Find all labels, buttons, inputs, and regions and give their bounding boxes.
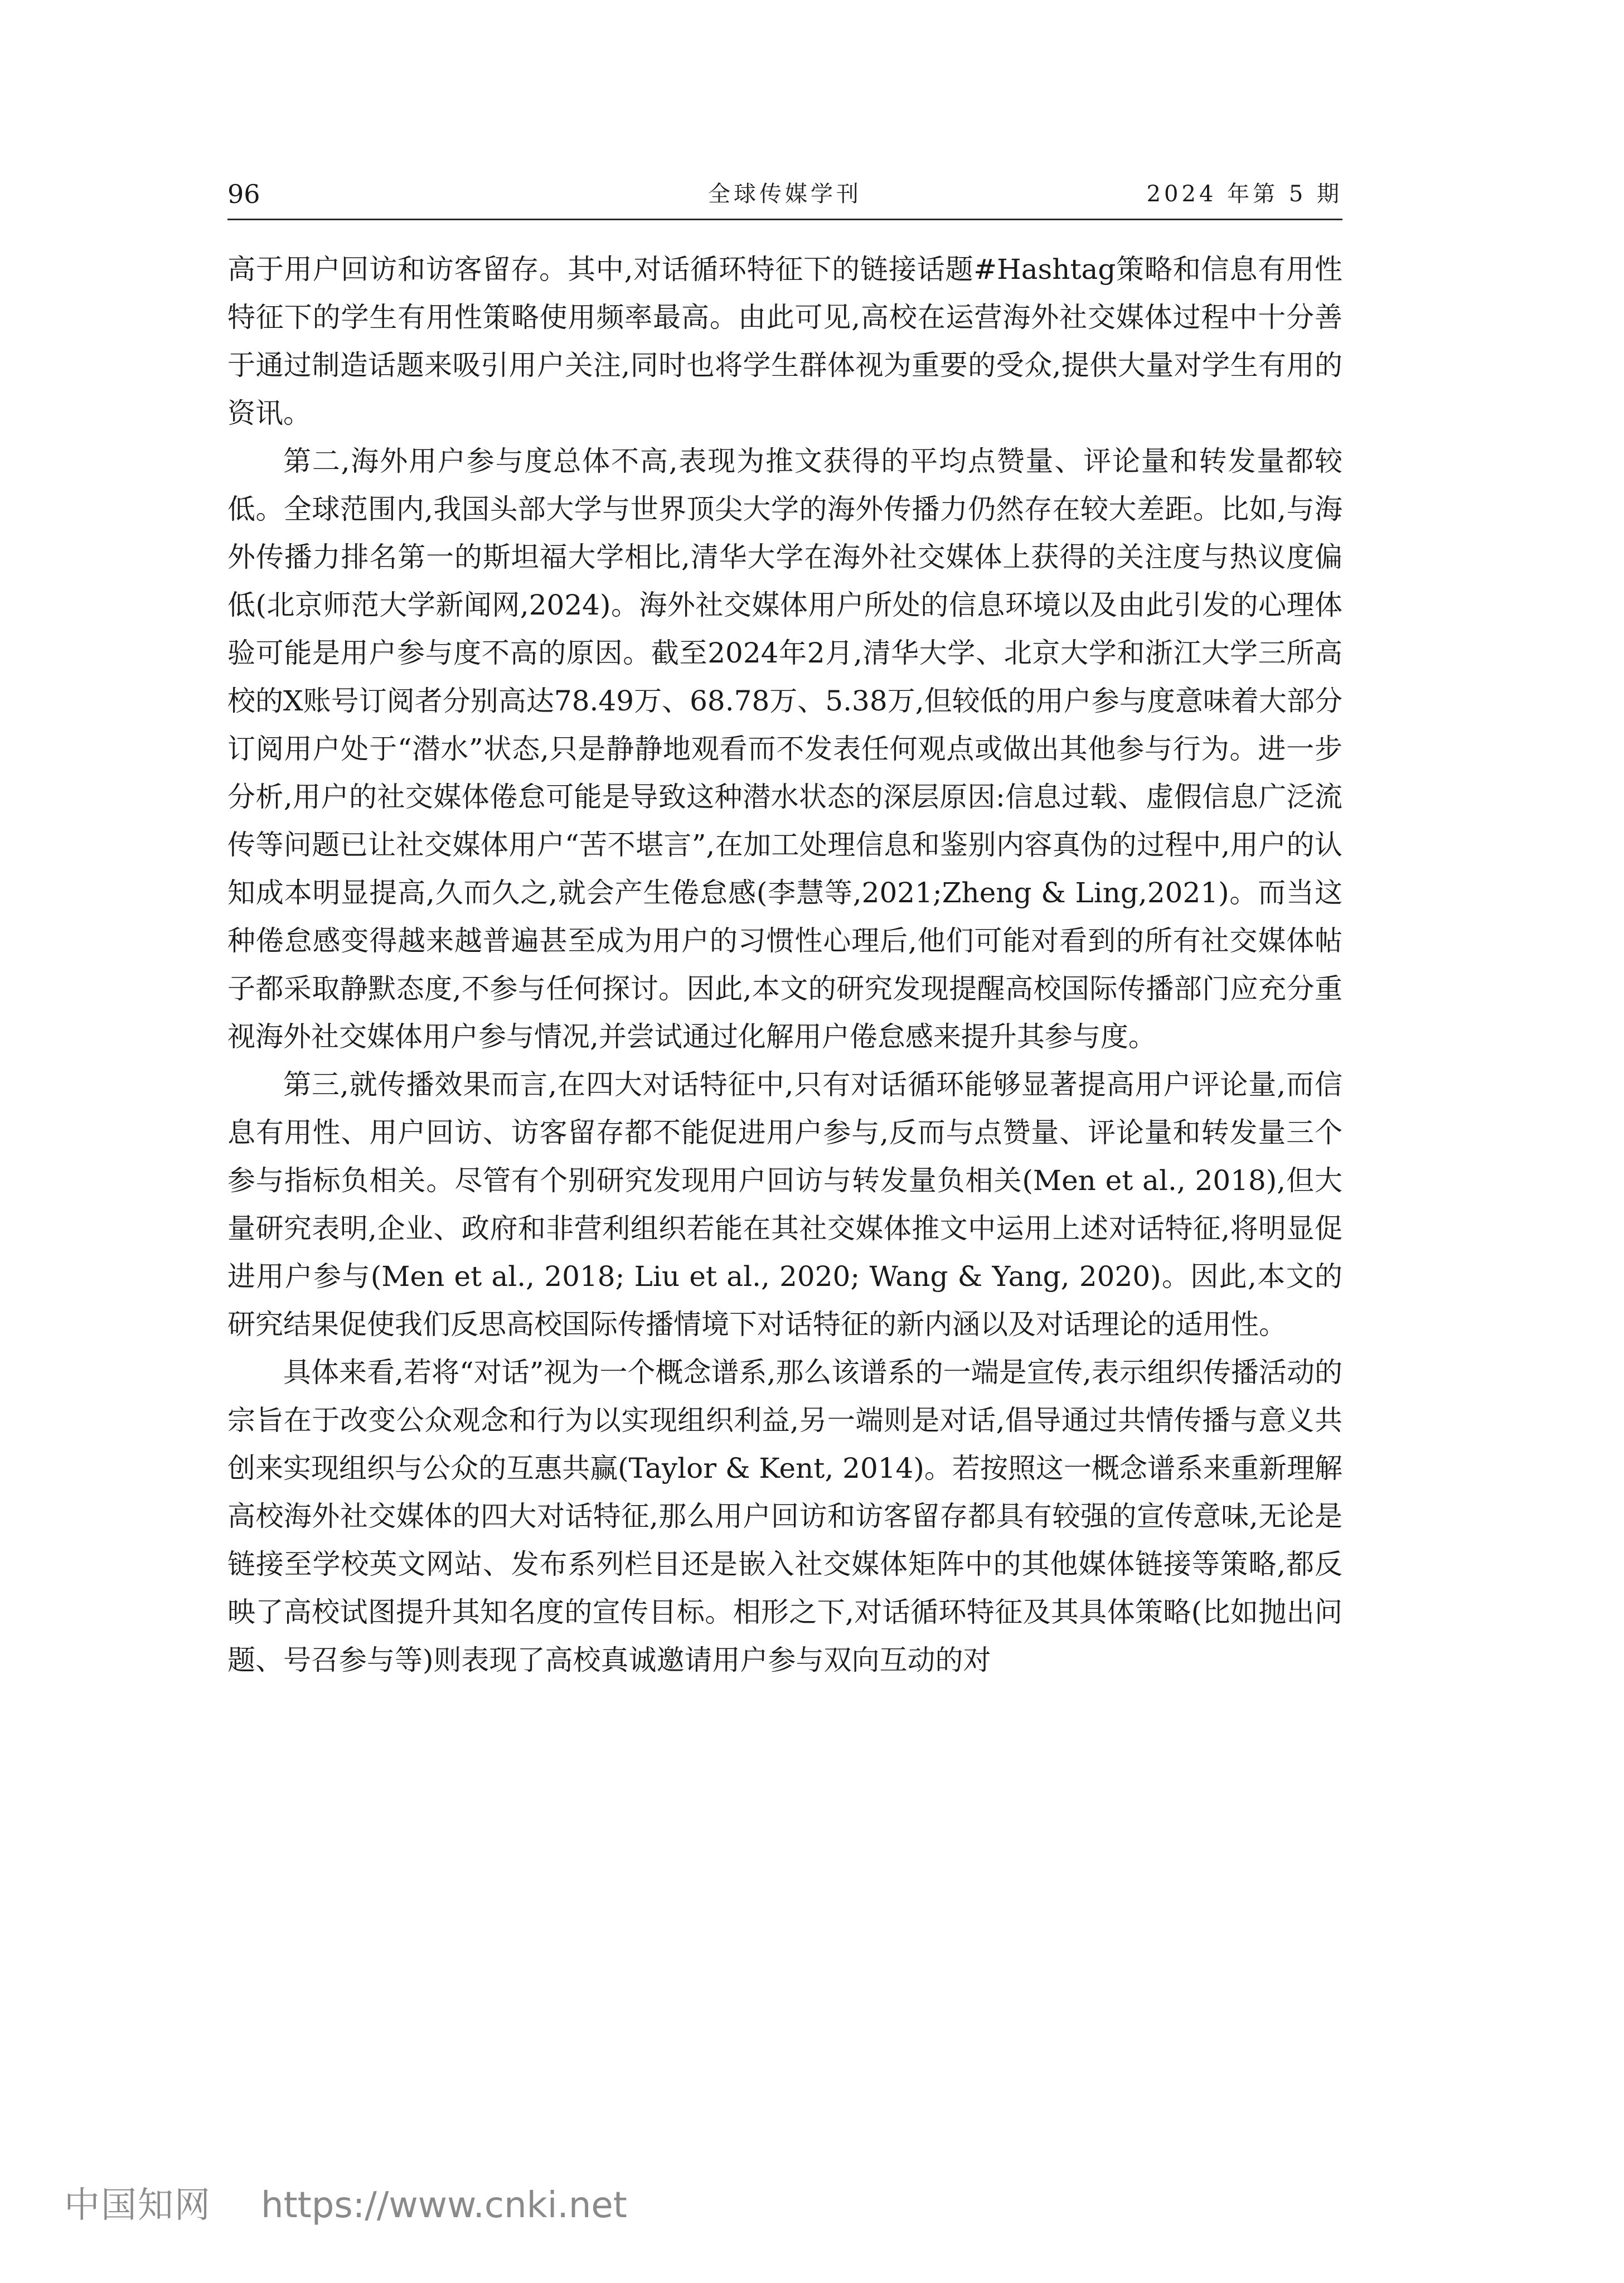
running-header	[227, 177, 1342, 222]
paragraph-1: 高于用户回访和访客留存。其中,对话循环特征下的链接话题#Hashtag策略和信息有用性特征下的学生有用性策略使用频率最高。由此可见,高校在运营海外社交媒体过程中十分善于通过制造话题来吸引用户关注,同时也将学生群体视为重要的受众,提供大量对学生有用的资讯。	[227, 253, 1342, 429]
page-number: 96	[227, 179, 260, 209]
header-rule	[227, 219, 1342, 220]
journal-title: 全球传媒学刊	[708, 181, 862, 207]
cnki-logo-text: 中国知网	[64, 2185, 211, 2226]
paragraph-3: 第三,就传播效果而言,在四大对话特征中,只有对话循环能够显著提高用户评论量,而信息有用性、用户回访、访客留存都不能促进用户参与,反而与点赞量、评论量和转发量三个参与指标负相关。尽管有个别研究发现用户回访与转发量负相关(Men et al., 2018),但大量研究表明,企业、政府和非营利组织若能在其社交媒体推文中运用上述对话特征,将明显促进用户参与(Men et al., 2018; Liu et al., 2020; Wang & Yang, 2020)。因此,本文的研究结果促使我们反思高校国际传播情境下对话特征的新内涵以及对话理论的适用性。	[227, 1068, 1342, 1341]
cnki-url[interactable]: https://www.cnki.net	[261, 2185, 627, 2226]
article-body	[227, 245, 1342, 1684]
paragraph-2: 第二,海外用户参与度总体不高,表现为推文获得的平均点赞量、评论量和转发量都较低。全球范围内,我国头部大学与世界顶尖大学的海外传播力仍然存在较大差距。比如,与海外传播力排名第一的斯坦福大学相比,清华大学在海外社交媒体上获得的关注度与热议度偏低(北京师范大学新闻网,2024)。海外社交媒体用户所处的信息环境以及由此引发的心理体验可能是用户参与度不高的原因。截至2024年2月,清华大学、北京大学和浙江大学三所高校的X账号订阅者分别高达78.49万、68.78万、5.38万,但较低的用户参与度意味着大部分订阅用户处于“潜水”状态,只是静静地观看而不发表任何观点或做出其他参与行为。进一步分析,用户的社交媒体倦怠可能是导致这种潜水状态的深层原因:信息过载、虚假信息广泛流传等问题已让社交媒体用户“苦不堪言”,在加工处理信息和鉴别内容真伪的过程中,用户的认知成本明显提高,久而久之,就会产生倦怠感(李慧等,2021;Zheng & Ling,2021)。而当这种倦怠感变得越来越普遍甚至成为用户的习惯性心理后,他们可能对看到的所有社交媒体帖子都采取静默态度,不参与任何探讨。因此,本文的研究发现提醒高校国际传播部门应充分重视海外社交媒体用户参与情况,并尝试通过化解用户倦怠感来提升其参与度。	[227, 445, 1342, 1053]
issue-label: 2024 年第 5 期	[1146, 181, 1342, 207]
paragraph-4: 具体来看,若将“对话”视为一个概念谱系,那么该谱系的一端是宣传,表示组织传播活动的宗旨在于改变公众观念和行为以实现组织利益,另一端则是对话,倡导通过共情传播与意义共创来实现组织与公众的互惠共赢(Taylor & Kent, 2014)。若按照这一概念谱系来重新理解高校海外社交媒体的四大对话特征,那么用户回访和访客留存都具有较强的宣传意味,无论是链接至学校英文网站、发布系列栏目还是嵌入社交媒体矩阵中的其他媒体链接等策略,都反映了高校试图提升其知名度的宣传目标。相形之下,对话循环特征及其具体策略(比如抛出问题、号召参与等)则表现了高校真诚邀请用户参与双向互动的对	[227, 1356, 1342, 1676]
